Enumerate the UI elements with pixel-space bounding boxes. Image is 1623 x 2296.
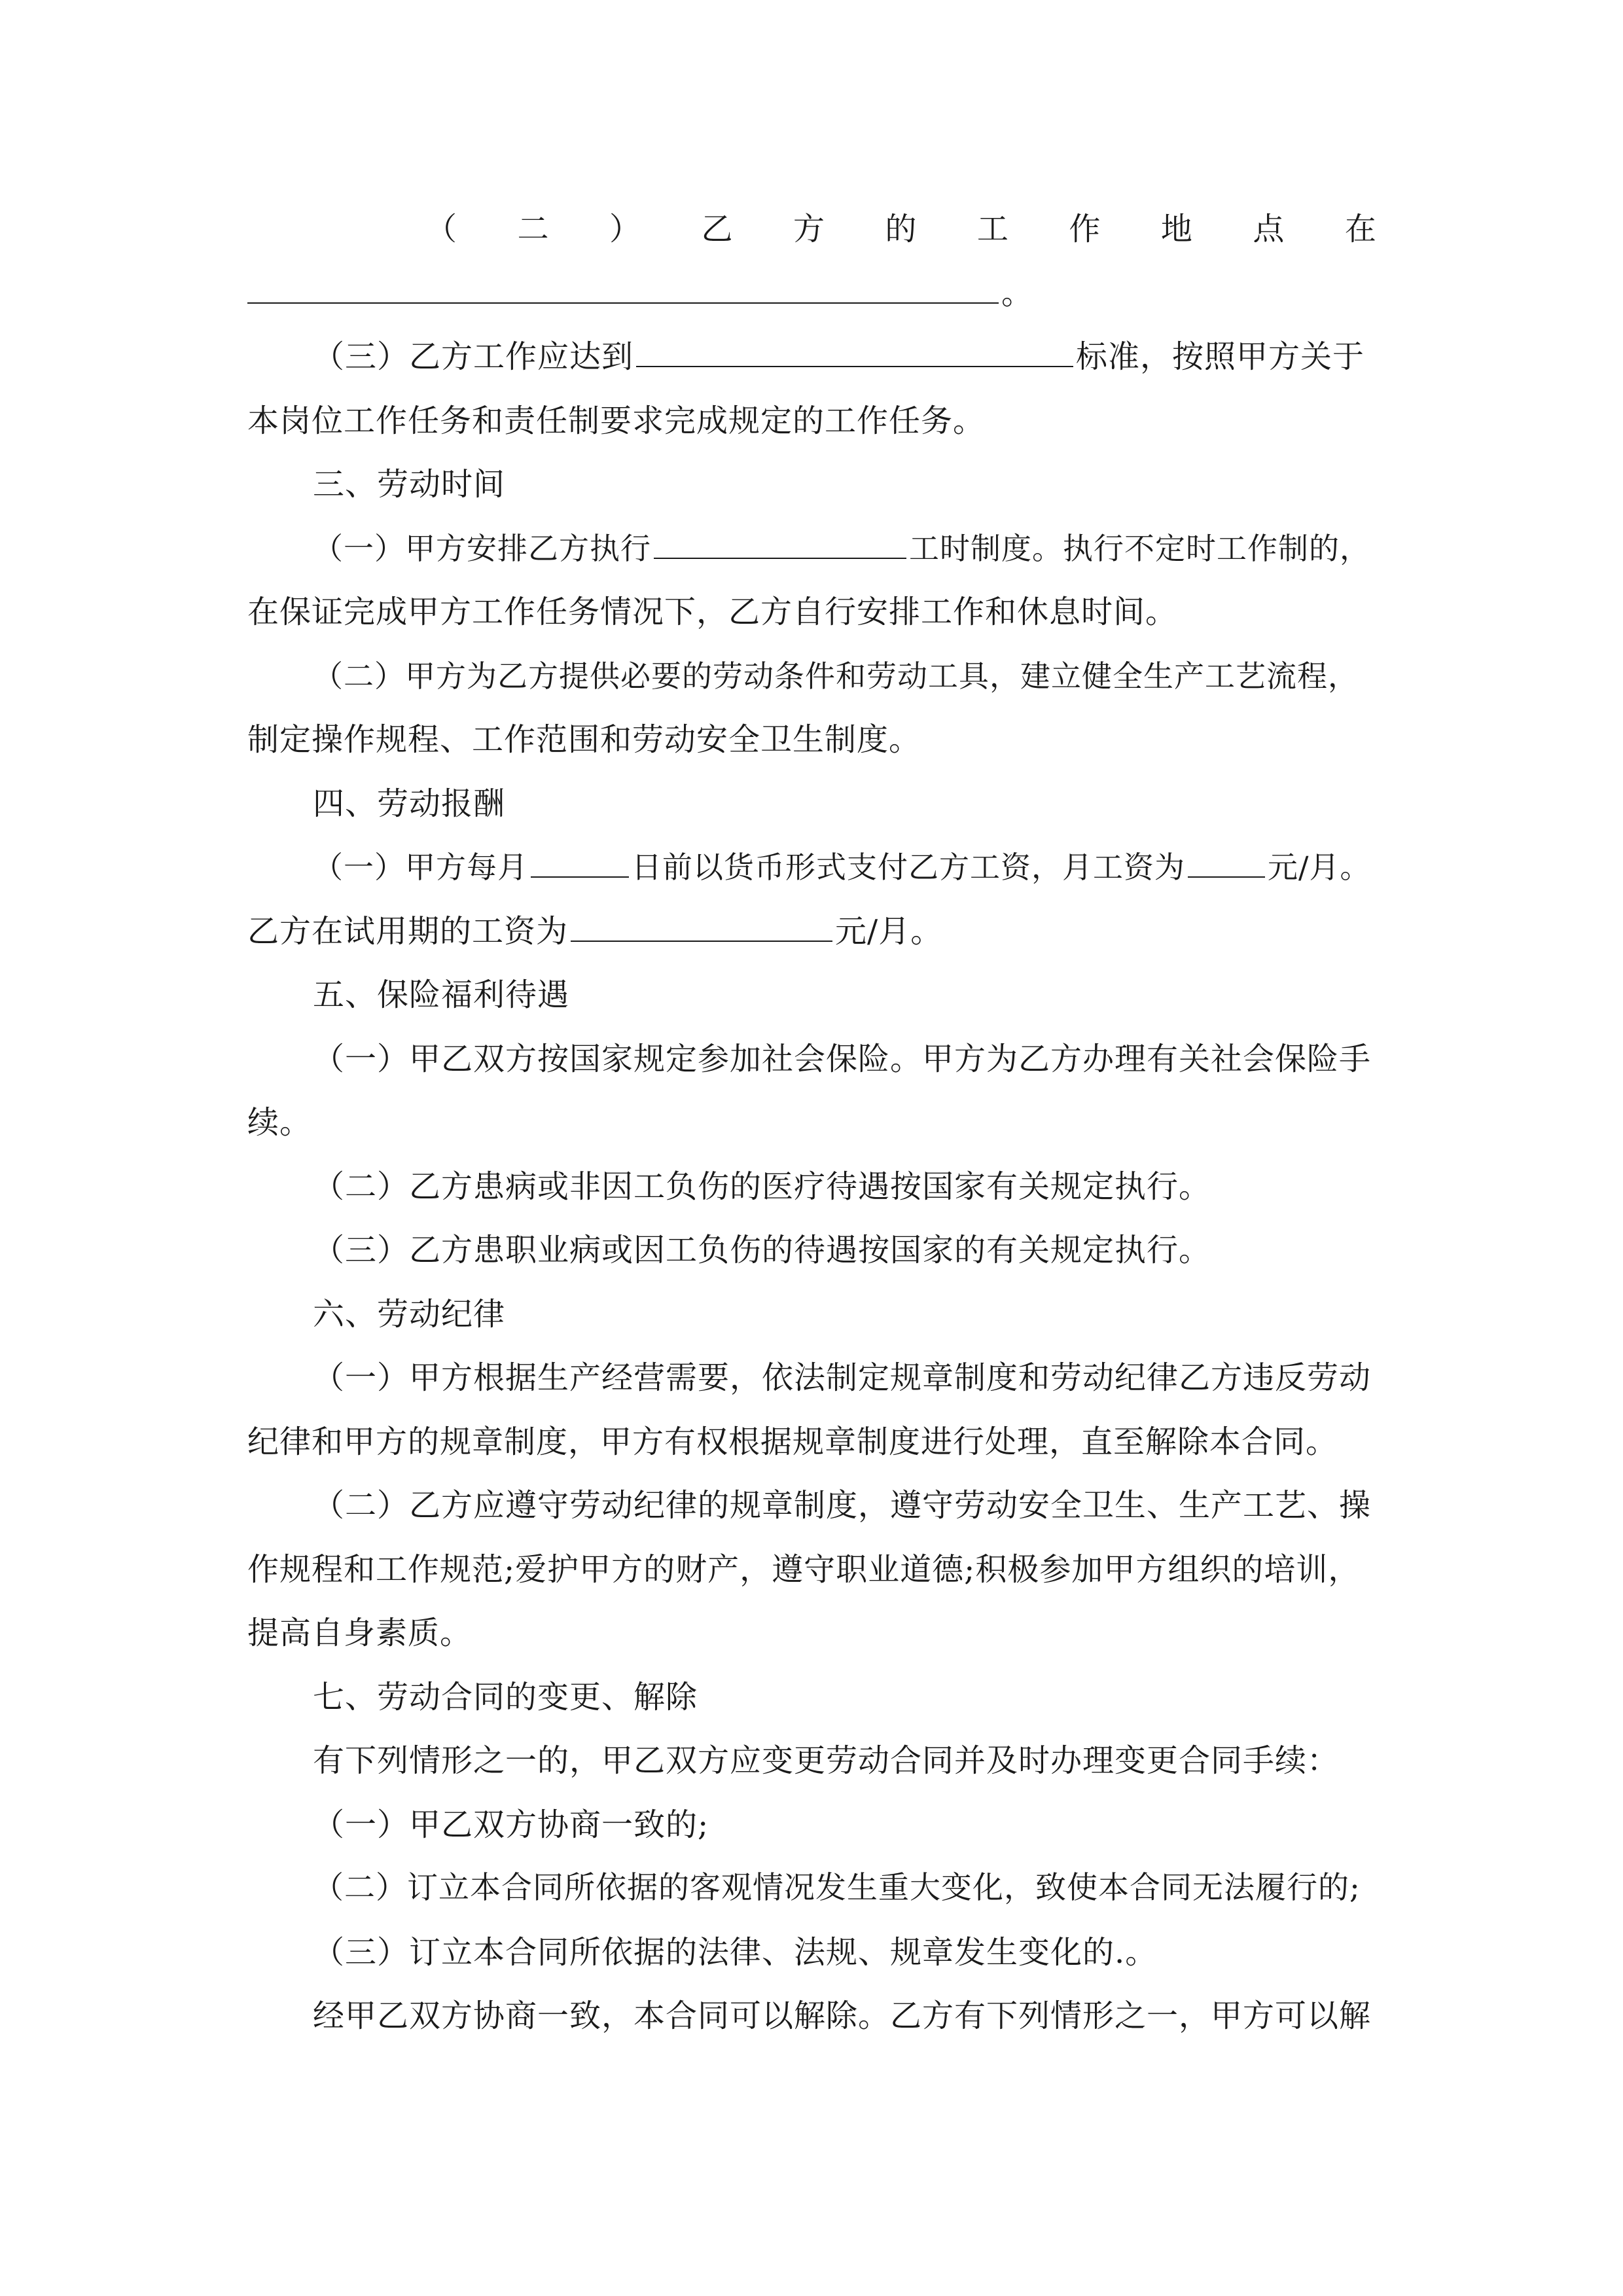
line-text: 。 (1001, 275, 1034, 312)
paragraph-line: 纪律和甲方的规章制度，甲方有权根据规章制度进行处理，直至解除本合同。 (247, 1424, 1338, 1460)
section-heading-5: 五、保险福利待遇 (313, 977, 570, 1013)
char: 在 (1344, 211, 1377, 247)
paragraph-line: （二）乙方应遵守劳动纪律的规章制度，遵守劳动安全卫生、生产工艺、操 (313, 1487, 1372, 1524)
paragraph-line: （二）乙方患病或非因工负伤的医疗待遇按国家有关规定执行。 (313, 1168, 1211, 1205)
paragraph-line: 提高自身素质。 (247, 1615, 473, 1651)
char: 乙 (701, 211, 734, 247)
char: 点 (1253, 211, 1285, 247)
section-heading-3: 三、劳动时间 (313, 466, 506, 503)
list-item: （一）甲乙双方协商一致的; (313, 1806, 709, 1843)
workplace-fill-line (247, 267, 1377, 319)
char: （ (425, 211, 458, 247)
line-text: （一）甲方安排乙方执行 (313, 531, 651, 566)
line-text: 工时制度。执行不定时工作制的， (909, 531, 1370, 566)
char: 工 (976, 211, 1009, 247)
list-item: （二）订立本合同所依据的客观情况发生重大变化，致使本合同无法履行的; (313, 1870, 1361, 1906)
pay-day-blank[interactable] (531, 842, 629, 878)
line-text: 元/月。 (1268, 850, 1371, 885)
clause-2-3 (313, 331, 1377, 383)
section-heading-4: 四、劳动报酬 (313, 785, 506, 822)
paragraph-line: （三）乙方患职业病或因工负伤的待遇按国家的有关规定执行。 (313, 1232, 1211, 1268)
paragraph-line: 本岗位工作任务和责任制要求完成规定的工作任务。 (247, 403, 986, 439)
line-text: 日前以货币形式支付乙方工资，月工资为 (632, 850, 1185, 885)
char: 二 (517, 211, 550, 247)
monthly-salary-blank[interactable] (1188, 842, 1265, 878)
list-item: （三）订立本合同所依据的法律、法规、规章发生变化的.。 (313, 1934, 1158, 1971)
paragraph-line: （一）甲方根据生产经营需要，依法制定规章制度和劳动纪律乙方违反劳动 (313, 1359, 1372, 1396)
char: 的 (885, 211, 918, 247)
paragraph-line: 作规程和工作规范;爱护甲方的财产，遵守职业道德;积极参加甲方组织的培训， (247, 1551, 1361, 1588)
line-text: 乙方在试用期的工资为 (247, 913, 569, 950)
paragraph-line: 制定操作规程、工作范围和劳动安全卫生制度。 (247, 721, 921, 758)
clause-2-2-workplace (425, 203, 1377, 255)
line-text: 元/月。 (835, 913, 943, 950)
probation-salary-blank[interactable] (571, 906, 832, 942)
paragraph-line: 经甲乙双方协商一致，本合同可以解除。乙方有下列情形之一，甲方可以解 (313, 1998, 1372, 2034)
clause-3-1 (313, 522, 1377, 575)
paragraph-line: 有下列情形之一的，甲乙双方应变更劳动合同并及时办理变更合同手续： (313, 1742, 1340, 1779)
paragraph-line: 续。 (247, 1104, 312, 1141)
workplace-blank[interactable] (247, 268, 999, 304)
clause-4-1 (313, 841, 1377, 893)
line-text: （一）甲方每月 (313, 850, 528, 885)
standard-blank[interactable] (636, 332, 1073, 367)
line-text: 标准，按照甲方关于 (1076, 338, 1365, 375)
char: 作 (1069, 211, 1101, 247)
section-heading-7: 七、劳动合同的变更、解除 (313, 1679, 698, 1715)
section-heading-6: 六、劳动纪律 (313, 1296, 506, 1333)
char: 地 (1160, 211, 1193, 247)
paragraph-line: 在保证完成甲方工作任务情况下，乙方自行安排工作和休息时间。 (247, 594, 1178, 630)
char: 方 (793, 211, 825, 247)
paragraph-line: （二）甲方为乙方提供必要的劳动条件和劳动工具，建立健全生产工艺流程， (313, 658, 1359, 694)
line-text: （三）乙方工作应达到 (313, 338, 634, 375)
char: ） (609, 211, 641, 247)
work-hours-system-blank[interactable] (654, 524, 906, 559)
probation-salary-line (247, 905, 1377, 958)
paragraph-line: （一）甲乙双方按国家规定参加社会保险。甲方为乙方办理有关社会保险手 (313, 1041, 1372, 1077)
